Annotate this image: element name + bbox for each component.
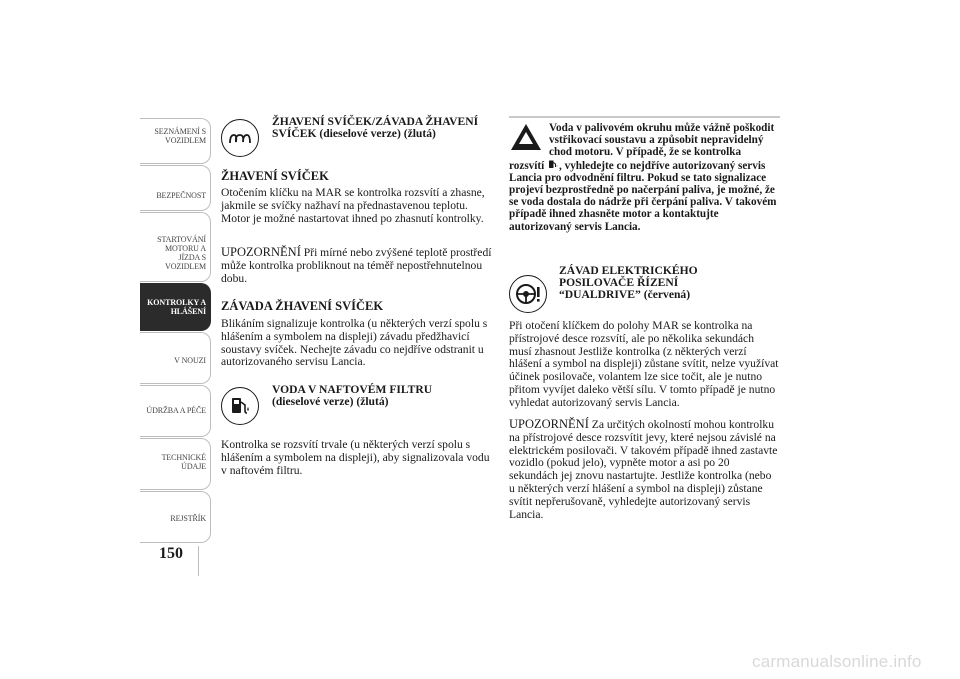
glow-plug-title-text: ŽHAVENÍ SVÍČEK/ZÁVADA ŽHAVENÍ SVÍČEK: [272, 115, 479, 140]
note-text: Za určitých okolností mohou kontrolku na přístrojové desce rozsvítit jevy, které nejsou závislé na elektrickém posilovači. V takovém případě ihned zastavte vozidlo (pokud jelo), vypněte motor a asi po 20 sekundách jej znovu nastartujte. Jestliže kontrolka (nebo u některých verzí hlášení a symbol na displeji) zůstane svítit nepřerušovaně, vyhledejte autorizovaný servis Lancia.: [509, 418, 778, 521]
tab-startovani[interactable]: [140, 212, 211, 282]
warning-text-a: Voda v palivovém okruhu může vážně poškodit vstřikovací soustavu a způsobit nepravidelný chod motoru. V případě, že se kontrolka rozsvítí: [509, 122, 775, 172]
water-in-filter-paragraph: Kontrolka se rozsvítí trvale (u některých verzí spolu s hlášením a symbolem na displeji), aby signalizovala vodu v naftovém filtru.: [221, 438, 490, 477]
tab-label: KONTROLKY A HLÁŠENÍ: [147, 298, 206, 316]
warning-text-b: , vyhledejte co nejdříve autorizovaný servis Lancia pro odvodnění filtru. Pokud se tato signalizace projeví bezprostředně po načerpání paliva, je možné, že se voda dostala do nádrže při čerpání paliva. V takovém případě ihned zhasněte motor a kontaktujte autorizovaný servis Lancia.: [509, 159, 777, 233]
tab-bezpecnost[interactable]: [140, 165, 211, 211]
glow-plug-paragraph-2: [221, 246, 493, 285]
tab-udrzba[interactable]: [140, 385, 211, 437]
note-text: Při mírné nebo zvýšené teplotě prostředí může kontrolka probliknout na téměř nepostřehnutelnou dobu.: [221, 246, 492, 285]
watermark: carmanualsonline.info: [752, 652, 922, 671]
page-number-divider: [198, 546, 199, 576]
glow-plug-title: [272, 116, 492, 140]
glow-plug-heading: ŽHAVENÍ SVÍČEK: [221, 169, 329, 183]
water-title-sub: (dieselové verze) (žlutá): [272, 395, 389, 408]
tab-label: ÚDRŽBA A PÉČE: [146, 406, 206, 415]
power-steering-paragraph-2: [509, 418, 779, 521]
note-lead: UPOZORNĚNÍ: [221, 245, 301, 259]
tab-kontrolky[interactable]: [140, 283, 211, 331]
power-steering-paragraph-1: Při otočení klíčkem do polohy MAR se kontrolka na přístrojové desce rozsvítí, ale po několika sekundách musí zhasnout Jestliže kontrolka (z některých verzí hlášení a symbol na displeji) zůstane svítit, nelze využívat účinek posilovače, volantem lze sice točit, ale je nutno přitom vyvíjet daleko větší sílu. V tomto případě je nutno vyhledat autorizovaný servis Lancia.: [509, 319, 779, 409]
glow-plug-paragraph-1: Otočením klíčku na MAR se kontrolka rozsvítí a zhasne, jakmile se svíčky nažhaví na přednastavenou teplotu. Motor je možné nastartovat ihned po zhasnutí kontrolky.: [221, 186, 485, 225]
warning-top-rule: [509, 116, 780, 118]
tab-technicke[interactable]: [140, 438, 211, 490]
power-steering-title: [559, 265, 719, 301]
water-warning-text: [509, 122, 777, 233]
glow-plug-icon: [221, 119, 259, 157]
steering-title-text: ZÁVAD ELEKTRICKÉHO POSILOVAČE ŘÍZENÍ “DUALDRIVE”: [559, 264, 698, 301]
page-number: 150: [159, 545, 183, 562]
glow-plug-fault-paragraph: Blikáním signalizuje kontrolka (u některých verzí spolu s hlášením a symbolem na displeji) závadu předžhavicí soustavy svíček. Nechejte závadu co nejdříve odstranit u autorizovaného servisu Lancia.: [221, 317, 488, 369]
glow-plug-fault-heading: ZÁVADA ŽHAVENÍ SVÍČEK: [221, 299, 384, 313]
water-title-text: VODA V NAFTOVÉM FILTRU: [272, 383, 433, 396]
tab-v-nouzi[interactable]: [140, 332, 211, 384]
tab-label: SEZNÁMENÍ S VOZIDLEM: [154, 127, 206, 145]
tab-label: STARTOVÁNÍ MOTORU A JÍZDA S VOZIDLEM: [157, 235, 206, 271]
power-steering-warning-icon: [509, 275, 547, 313]
glow-plug-title-sub: (dieselové verze) (žlutá): [319, 127, 436, 140]
fuel-filter-water-icon: [221, 387, 259, 425]
water-in-filter-title: [272, 384, 492, 408]
fuel-filter-inline-icon: [547, 159, 559, 170]
tab-label: BEZPEČNOST: [156, 191, 206, 200]
tab-label: V NOUZI: [174, 356, 206, 365]
tab-rejstrik[interactable]: [140, 491, 211, 543]
tab-seznameni[interactable]: [140, 118, 211, 164]
tab-label: REJSTŘÍK: [170, 514, 206, 523]
note-lead: UPOZORNĚNÍ: [509, 417, 589, 431]
tab-label: TECHNICKÉ ÚDAJE: [161, 453, 206, 471]
steering-title-sub: (červená): [643, 288, 691, 301]
warning-icon-spacer: [509, 122, 549, 158]
